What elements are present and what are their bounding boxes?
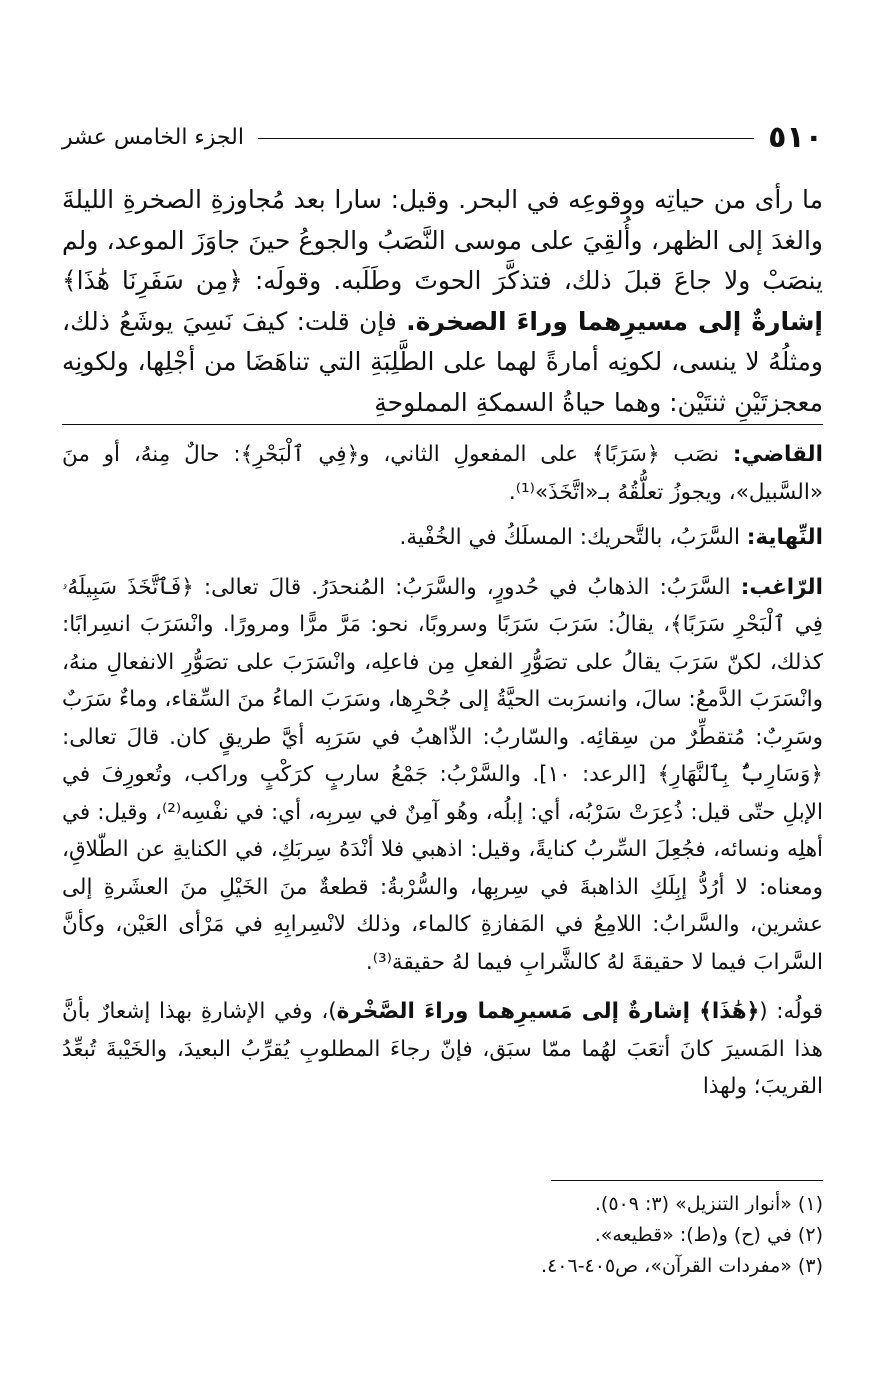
main-text-divider [62, 424, 823, 425]
main-text-bold: إشارةٌ إلى مسيرِهما وراءَ الصخرة. [406, 306, 824, 336]
footnote-1: (١) «أنوار التنزيل» (٣: ٥٠٩). [594, 1193, 823, 1215]
commentary-nihaya [62, 519, 823, 557]
footnote-3: (٣) «مفردات القرآن»، ص٤٠٥-٤٠٦. [541, 1255, 823, 1277]
commentary-text: السَّرَبُ، بالتَّحريك: المسلَكُ في الخُفْية. [399, 525, 747, 550]
commentary-text: نصَب ﴿سَرَبًا﴾ على المفعولِ الثاني، و﴿فِي ٱلْبَحْرِ﴾: حالٌ مِنهُ، أو منَ «السَّبيل»، ويجوزُ تعلُّقُهُ بـ«اتَّخَذَ»⁽¹⁾. [62, 442, 823, 505]
commentary-text: السَّرَبُ: الذهابُ في حُدورٍ، والسَّرَبُ: المُنحدَرُ. قالَ تعالى: ﴿فَٱتَّخَذَ سَبِيلَهُۥ فِي ٱلْبَحْرِ سَرَبًا﴾، يقالُ: سَرَبَ سَرَبًا وسروبًا، نحو: مَرَّ مرًّا ومرورًا. وانْسَرَبَ انسِرابًا: كذلك، لكنّ سَرَبَ يقالُ على تصَوُّرِ الفعلِ مِن فاعلِه، وانْسَرَبَ على تصَوُّرِ الانفعالِ منهُ، وانْسَرَبَ الدَّمعُ: سالَ، وانسرَبت الحيَّةُ إلى جُحْرِها، وسَرَبَ الماءُ منَ السِّقاء، وماءٌ سَرَبٌ وسَرِبٌ: مُتقطِّرٌ من سِقائِه. والسّاربُ: الذّاهبُ في سَرَبِه أيَّ طريقٍ كان. قالَ تعالى: ﴿وَسَارِبٌۢ بِٱلنَّهَارِ﴾ [الرعد: ١٠]. والسَّرْبُ: جَمْعُ ساربٍ كرَكْبٍ وراكب، وتُعورِفَ في الإبلِ حتّى قيل: ذُعِرَتْ سَرْبُه، أي: إبلُه، وهُو آمِنٌ في سِربِه، أي: في نفْسِه⁽²⁾، وقيل: في أهلِه ونسائه، فجُعِلَ السِّربُ كنايةً، وقيل: اذهبي فلا أنْدَهُ سِربَكِ، في الكنايةِ عن الطّلاقِ، ومعناه: لا أرُدُّ إبِلَكِ الذاهبةَ في سِربِها، والسُّرْبةُ: قطعةٌ منَ الخَيْلِ منَ العشَرةِ إلى عشرين، والسَّرابُ: اللامِعُ في المَفازةِ كالماء، وذلك لانْسِرابِهِ في مَرْأى العَيْن، وكأنَّ السَّرابَ فيما لا حقيقةَ لهُ كالشَّرابِ فيما لهُ حقيقة⁽³⁾. [62, 574, 824, 975]
commentary-bold: ﴿هَٰذَا﴾ إشارةٌ إلى مَسيرِهما وراءَ الصَّخْرة [336, 999, 760, 1024]
commentary-text: )، وفي الإشارةِ بهذا إشعارٌ بأنَّ هذا المَسيرَ كانَ أتعَبَ لهُما ممّا سبَق، فإنّ رجاءَ المطلوبِ يُقرِّبُ البعيدَ، والخَيْبةَ تُبعِّدُ القريبَ؛ ولهذا [62, 999, 823, 1099]
commentary-lead: قولُه: ( [759, 999, 824, 1024]
header-rule [258, 138, 754, 139]
footnote-divider [551, 1180, 823, 1181]
footnotes [62, 1189, 823, 1282]
page-number: ٥١٠ [768, 120, 823, 155]
main-text-segment: ما رأى من حياتِه ووقوعِه في البحر. وقيل: سارا بعد مُجاوزةِ الصخرةِ الليلةَ والغدَ إلى الظهر، وأُلقِيَ على موسى النَّصَبُ والجوعُ حينَ جاوَزَ الموعد، ولم ينصَبْ ولا جاعَ قبلَ ذلك، فتذكَّرَ الحوتَ وطَلَبه. وقولَه: ﴿مِن سَفَرِنَا هَٰذَا﴾ [62, 185, 823, 295]
commentary-label: الرّاغب: [740, 574, 823, 600]
commentary [62, 436, 823, 1118]
page-header [62, 118, 823, 158]
commentary-qadi [62, 436, 823, 511]
commentary-label: القاضي: [732, 442, 823, 467]
commentary-raghib [62, 569, 823, 982]
main-text [62, 180, 823, 423]
commentary-label: النِّهاية: [746, 525, 823, 550]
footnote-2: (٢) في (ح) و(ط): «قطيعه». [594, 1224, 823, 1246]
main-text-segment: فإن قلت: كيفَ نَسِيَ يوشَعُ ذلك، ومثلُهُ لا ينسى، لكونِه أمارةً لهما على الطَّلِبَةِ التي تناهَضَا من أجْلِها، ولكونِه معجزتَيْنِ ثنتَيْن: وهما حياةُ السمكةِ المملوحةِ [62, 306, 823, 417]
running-title: الجزء الخامس عشر [62, 125, 244, 150]
commentary-final [62, 993, 823, 1106]
